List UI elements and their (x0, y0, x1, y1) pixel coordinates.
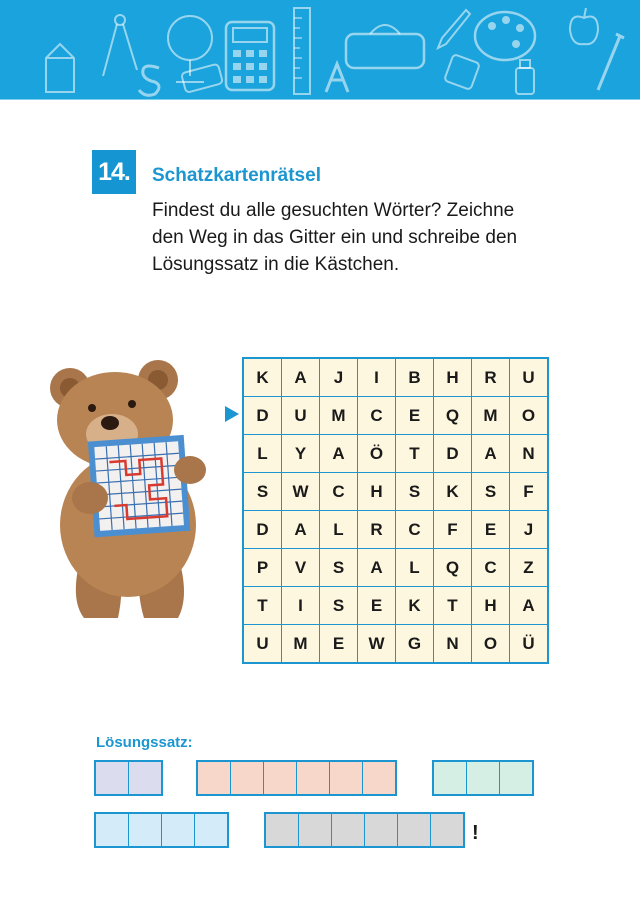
grid-cell[interactable]: Q (434, 549, 471, 586)
grid-cell[interactable]: M (320, 397, 357, 434)
grid-cell[interactable]: S (320, 587, 357, 624)
grid-cell[interactable]: G (396, 625, 433, 662)
grid-cell[interactable]: S (244, 473, 281, 510)
solution-letter-box[interactable] (365, 814, 398, 846)
grid-cell[interactable]: H (472, 587, 509, 624)
grid-cell[interactable]: Z (510, 549, 547, 586)
glue-icon (510, 58, 540, 98)
solution-word-group (432, 760, 534, 796)
grid-cell[interactable]: P (244, 549, 281, 586)
grid-cell[interactable]: C (472, 549, 509, 586)
solution-letter-box[interactable] (332, 814, 365, 846)
grid-cell[interactable]: Ö (358, 435, 395, 472)
grid-cell[interactable]: J (510, 511, 547, 548)
grid-cell[interactable]: H (358, 473, 395, 510)
eraser-icon (178, 60, 228, 96)
exercise-title: Schatzkartenrätsel (152, 165, 321, 186)
solution-letter-box[interactable] (467, 762, 500, 794)
solution-letter-box[interactable] (500, 762, 532, 794)
header-banner (0, 0, 640, 100)
solution-word-group (196, 760, 397, 796)
solution-word-group (94, 760, 163, 796)
grid-cell[interactable]: H (434, 359, 471, 396)
solution-letter-box[interactable] (195, 814, 227, 846)
start-arrow-icon (225, 406, 239, 422)
milk-carton-icon (40, 40, 80, 95)
grid-cell[interactable]: A (282, 359, 319, 396)
grid-cell[interactable]: M (282, 625, 319, 662)
grid-cell[interactable]: O (510, 397, 547, 434)
grid-cell[interactable]: A (282, 511, 319, 548)
grid-cell[interactable]: L (320, 511, 357, 548)
instruction-text (152, 197, 572, 278)
solution-word-group (94, 812, 229, 848)
grid-cell[interactable]: C (396, 511, 433, 548)
solution-letter-box[interactable] (299, 814, 332, 846)
grid-cell[interactable]: Q (434, 397, 471, 434)
grid-cell[interactable]: L (244, 435, 281, 472)
grid-cell[interactable]: U (510, 359, 547, 396)
exercise-number-badge: 14. (92, 150, 136, 194)
solution-letter-box[interactable] (266, 814, 299, 846)
brush-icon (590, 30, 630, 96)
grid-cell[interactable]: K (396, 587, 433, 624)
grid-cell[interactable]: S (396, 473, 433, 510)
grid-cell[interactable]: I (282, 587, 319, 624)
grid-cell[interactable]: T (396, 435, 433, 472)
solution-label: Lösungssatz: (96, 734, 193, 751)
solution-letter-box[interactable] (198, 762, 231, 794)
solution-letter-box[interactable] (363, 762, 395, 794)
instruction-line: Findest du alle gesuchten Wörter? Zeichne (152, 200, 515, 221)
solution-letter-box[interactable] (96, 814, 129, 846)
solution-letter-box[interactable] (231, 762, 264, 794)
grid-cell[interactable]: N (510, 435, 547, 472)
solution-letter-box[interactable] (330, 762, 363, 794)
grid-cell[interactable]: T (434, 587, 471, 624)
grid-cell[interactable]: T (244, 587, 281, 624)
solution-letter-box[interactable] (297, 762, 330, 794)
instruction-line: den Weg in das Gitter ein und schreibe den (152, 227, 518, 248)
bear-illustration (40, 360, 215, 622)
lunchbox-icon (340, 14, 430, 74)
grid-cell[interactable]: K (244, 359, 281, 396)
grid-cell[interactable]: S (472, 473, 509, 510)
grid-cell[interactable]: E (396, 397, 433, 434)
solution-word-group (264, 812, 465, 848)
solution-letter-box[interactable] (129, 762, 161, 794)
grid-cell[interactable]: A (358, 549, 395, 586)
grid-cell[interactable]: A (472, 435, 509, 472)
grid-cell[interactable]: C (358, 397, 395, 434)
ruler-icon (290, 6, 314, 96)
grid-cell[interactable]: U (244, 625, 281, 662)
solution-letter-box[interactable] (129, 814, 162, 846)
grid-cell[interactable]: Y (282, 435, 319, 472)
grid-cell[interactable]: A (320, 435, 357, 472)
solution-end-mark: ! (472, 822, 479, 844)
grid-cell[interactable]: A (510, 587, 547, 624)
solution-letter-box[interactable] (96, 762, 129, 794)
grid-cell[interactable]: J (320, 359, 357, 396)
grid-cell[interactable]: U (282, 397, 319, 434)
grid-cell[interactable]: Ü (510, 625, 547, 662)
calculator-icon (222, 18, 278, 94)
grid-cell[interactable]: F (434, 511, 471, 548)
grid-cell[interactable]: N (434, 625, 471, 662)
grid-cell[interactable]: S (320, 549, 357, 586)
grid-cell[interactable]: M (472, 397, 509, 434)
grid-cell[interactable]: B (396, 359, 433, 396)
solution-letter-box[interactable] (398, 814, 431, 846)
grid-cell[interactable]: W (282, 473, 319, 510)
grid-cell[interactable]: E (472, 511, 509, 548)
banner-divider (0, 99, 640, 100)
letter-grid[interactable] (242, 357, 549, 664)
paint-palette-icon (470, 6, 540, 66)
grid-cell[interactable]: E (320, 625, 357, 662)
grid-cell[interactable]: R (358, 511, 395, 548)
solution-letter-box[interactable] (434, 762, 467, 794)
solution-letter-box[interactable] (162, 814, 195, 846)
solution-letter-box[interactable] (264, 762, 297, 794)
grid-cell[interactable]: L (396, 549, 433, 586)
grid-cell[interactable]: D (244, 397, 281, 434)
grid-cell[interactable]: E (358, 587, 395, 624)
solution-letter-box[interactable] (431, 814, 463, 846)
grid-cell[interactable]: F (510, 473, 547, 510)
grid-cell[interactable]: K (434, 473, 471, 510)
pencil-icon (432, 4, 472, 54)
instruction-line: Lösungssatz in die Kästchen. (152, 254, 400, 275)
grid-cell[interactable]: R (472, 359, 509, 396)
grid-cell[interactable]: I (358, 359, 395, 396)
grid-cell[interactable]: D (434, 435, 471, 472)
grid-cell[interactable]: O (472, 625, 509, 662)
grid-cell[interactable]: C (320, 473, 357, 510)
grid-cell[interactable]: W (358, 625, 395, 662)
grid-cell[interactable]: D (244, 511, 281, 548)
grid-cell[interactable]: V (282, 549, 319, 586)
